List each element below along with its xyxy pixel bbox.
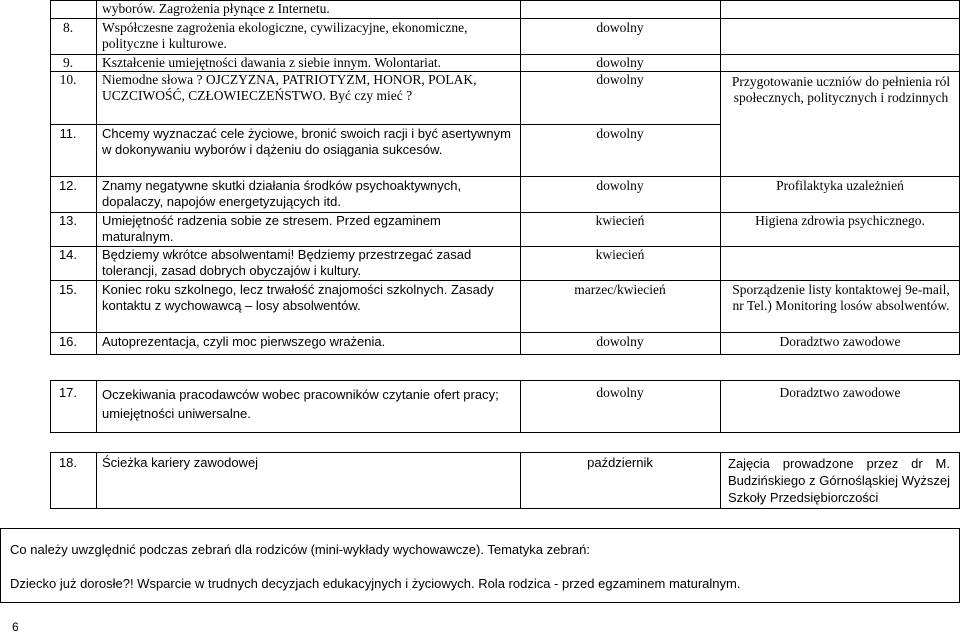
table-cell-number: 13.	[58, 213, 78, 228]
table-border	[50, 124, 720, 125]
table-border	[50, 508, 960, 509]
table-cell-topic: Koniec roku szkolnego, lecz trwałość znajomości szkolnych. Zasady kontaktu z wychowawcą – losy absolwentów.	[102, 282, 494, 313]
table-cell-notes: Higiena zdrowia psychicznego.	[755, 213, 925, 228]
table-border	[96, 452, 97, 509]
table-border	[50, 380, 960, 381]
table-cell-number: 18.	[58, 455, 78, 470]
table-cell-topic: Chcemy wyznaczać cele życiowe, bronić swoich racji i być asertywnym w dokonywaniu wyborów i dążeniu do osiągania sukcesów.	[102, 126, 511, 157]
table-cell-topic: Ścieżka kariery zawodowej	[102, 455, 259, 470]
table-cell-topic: Autoprezentacja, czyli moc pierwszego wrażenia.	[102, 334, 386, 349]
page-number: 6	[12, 620, 19, 634]
notes-border	[0, 528, 1, 603]
table-border	[50, 432, 960, 433]
table-cell-number: 11.	[59, 126, 77, 141]
table-cell-topic: Oczekiwania pracodawców wobec pracowników czytanie ofert pracy; umiejętności uniwersalne.	[102, 387, 499, 421]
table-cell-term: dowolny	[596, 126, 644, 141]
table-border	[50, 176, 960, 177]
table-cell-number: 10.	[59, 72, 77, 87]
table-cell-notes: Profilaktyka uzależnień	[776, 178, 904, 193]
table-cell-term: dowolny	[596, 72, 644, 87]
table-cell-notes: Doradztwo zawodowe	[779, 385, 901, 400]
table-border	[50, 280, 960, 281]
table-cell-term: dowolny	[596, 55, 644, 70]
table-cell-topic: Umiejętność radzenia sobie ze stresem. Przed egzaminem maturalnym.	[102, 213, 441, 244]
parents-meeting-note: Co należy uwzględnić podczas zebrań dla rodziców (mini-wykłady wychowawcze). Tematyka zebrań:	[10, 542, 590, 557]
table-cell-term: marzec/kwiecień	[574, 282, 666, 297]
table-border	[96, 0, 97, 355]
table-cell-term: dowolny	[596, 20, 644, 35]
table-cell-notes: Sporządzenie listy kontaktowej 9e-mail, nr Tel.) Monitoring losów absolwentów.	[732, 282, 950, 313]
table-cell-number: 16.	[58, 334, 78, 349]
notes-border	[0, 602, 960, 603]
parents-meeting-topics: Dziecko już dorosłe?! Wsparcie w trudnych decyzjach edukacyjnych i życiowych. Rola rodzica - przed egzaminem maturalnym.	[10, 576, 741, 591]
table-cell-term: dowolny	[596, 178, 644, 193]
table-cell-topic: Niemodne słowa ? OJCZYZNA, PATRIOTYZM, HONOR, POLAK, UCZCIWOŚĆ, CZŁOWIECZEŃSTWO. Być czy mieć ?	[102, 72, 477, 103]
table-cell-term: kwiecień	[595, 213, 645, 228]
table-cell-notes: Doradztwo zawodowe	[779, 334, 901, 349]
notes-border	[0, 528, 960, 529]
table-cell-notes: Przygotowanie uczniów do pełnienia ról społecznych, politycznych i rodzinnych	[731, 74, 951, 105]
table-cell-number: 14.	[58, 247, 78, 262]
table-cell-topic: Współczesne zagrożenia ekologiczne, cywilizacyjne, ekonomiczne, polityczne i kulturowe.	[102, 20, 468, 51]
table-border	[50, 354, 960, 355]
table-border	[720, 452, 721, 509]
table-cell-term: kwiecień	[595, 247, 645, 262]
table-cell-term: dowolny	[596, 334, 644, 349]
table-cell-number: 9.	[62, 55, 74, 70]
table-cell-number: 15.	[58, 282, 78, 297]
table-border	[50, 452, 960, 453]
table-border	[50, 332, 960, 333]
table-cell-topic: Znamy negatywne skutki działania środków psychoaktywnych, dopalaczy, napojów energetyzujących itd.	[102, 178, 462, 209]
table-cell-notes: Zajęcia prowadzone przez dr M. Budzińskiego z Górnośląskiej Wyższej Szkoły Przedsiębiorczości	[728, 456, 950, 505]
table-cell-number: 8.	[62, 20, 74, 35]
table-border	[50, 18, 960, 19]
table-border	[96, 380, 97, 433]
table-cell-topic: wyborów. Zagrożenia płynące z Internetu.	[102, 1, 330, 16]
table-cell-number: 12.	[58, 178, 78, 193]
table-cell-term: październik	[587, 455, 653, 470]
table-cell-term: dowolny	[596, 385, 644, 400]
table-cell-number: 17.	[58, 385, 78, 400]
table-cell-topic: Kształcenie umiejętności dawania z siebie innym. Wolontariat.	[102, 55, 442, 70]
table-cell-topic: Będziemy wkrótce absolwentami! Będziemy przestrzegać zasad tolerancji, zasad dobrych obyczajów i kultury.	[102, 247, 472, 278]
